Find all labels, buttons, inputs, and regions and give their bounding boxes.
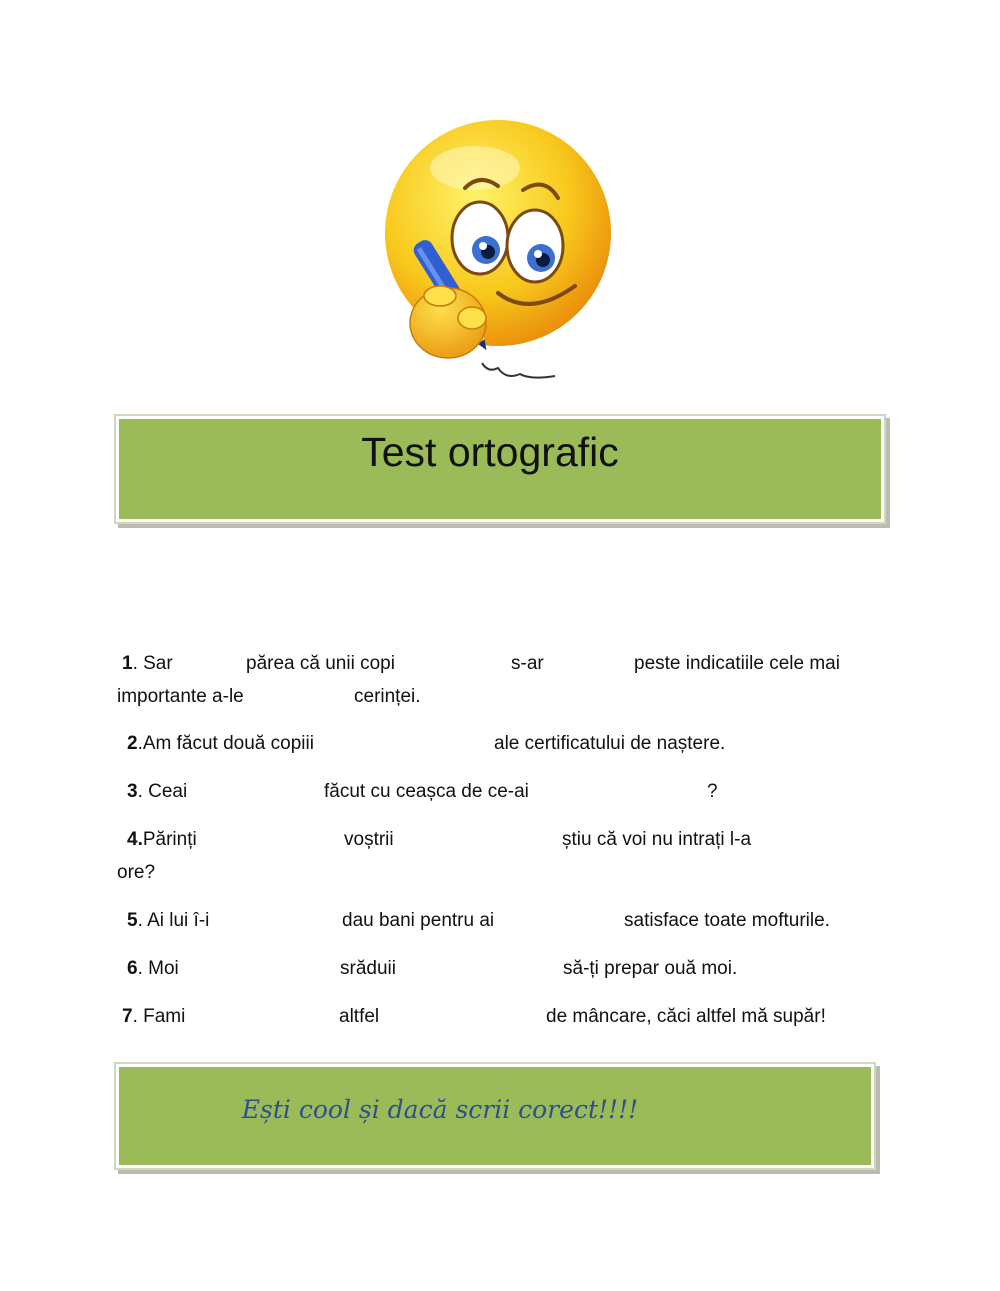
sentence-1-part: s-ar bbox=[511, 653, 544, 674]
sentence-5-part: dau bani pentru ai bbox=[342, 910, 495, 931]
sentence-7: 7. Fami bbox=[122, 1006, 186, 1027]
title-banner bbox=[116, 416, 884, 522]
sentence-3: 3. Ceai bbox=[127, 781, 188, 802]
sentence-number: 4. bbox=[127, 829, 143, 850]
sentence-number: 1 bbox=[122, 653, 133, 674]
sentence-2: 2.Am făcut două copiii bbox=[127, 733, 314, 754]
sentence-1-part: părea că unii copi bbox=[246, 653, 395, 674]
sentence-2-part: ale certificatului de naștere. bbox=[494, 733, 726, 754]
sentence-1: 1. Sar bbox=[122, 653, 173, 674]
sentence-number: 6 bbox=[127, 958, 138, 979]
writing-smiley-illustration bbox=[380, 118, 620, 388]
sentence-number: 2 bbox=[127, 733, 138, 754]
sentence-4-part: știu că voi nu intrați l-a bbox=[562, 829, 752, 850]
sentence-number: 3 bbox=[127, 781, 138, 802]
sentence-1-part: cerinței. bbox=[354, 686, 421, 707]
sentence-3-part: făcut cu ceașca de ce-ai bbox=[324, 781, 529, 802]
sentence-4-continued: ore? bbox=[117, 862, 156, 883]
sentence-1-continued: importante a-le bbox=[117, 686, 244, 707]
sentence-6-part: srăduii bbox=[340, 958, 396, 979]
sentence-5: 5. Ai lui î-i bbox=[127, 910, 210, 931]
sentence-4: 4.Părinți bbox=[127, 829, 197, 850]
sentence-number: 7 bbox=[122, 1006, 133, 1027]
sentence-7-part: de mâncare, căci altfel mă supăr! bbox=[546, 1006, 826, 1027]
sentence-3-part: ? bbox=[707, 781, 718, 802]
sentence-6: 6. Moi bbox=[127, 958, 179, 979]
footer-banner bbox=[116, 1064, 874, 1168]
sentence-1-part: peste indicatiile cele mai bbox=[634, 653, 840, 674]
sentence-number: 5 bbox=[127, 910, 138, 931]
sentence-7-part: altfel bbox=[339, 1006, 380, 1027]
page-title: Test ortografic bbox=[361, 429, 619, 475]
sentence-4-part: voștrii bbox=[344, 829, 394, 850]
footer-message: Ești cool și dacă scrii corect!!!! bbox=[241, 1095, 639, 1124]
sentence-5-part: satisface toate mofturile. bbox=[624, 910, 830, 931]
sentence-6-part: să-ți prepar ouă moi. bbox=[563, 958, 738, 979]
